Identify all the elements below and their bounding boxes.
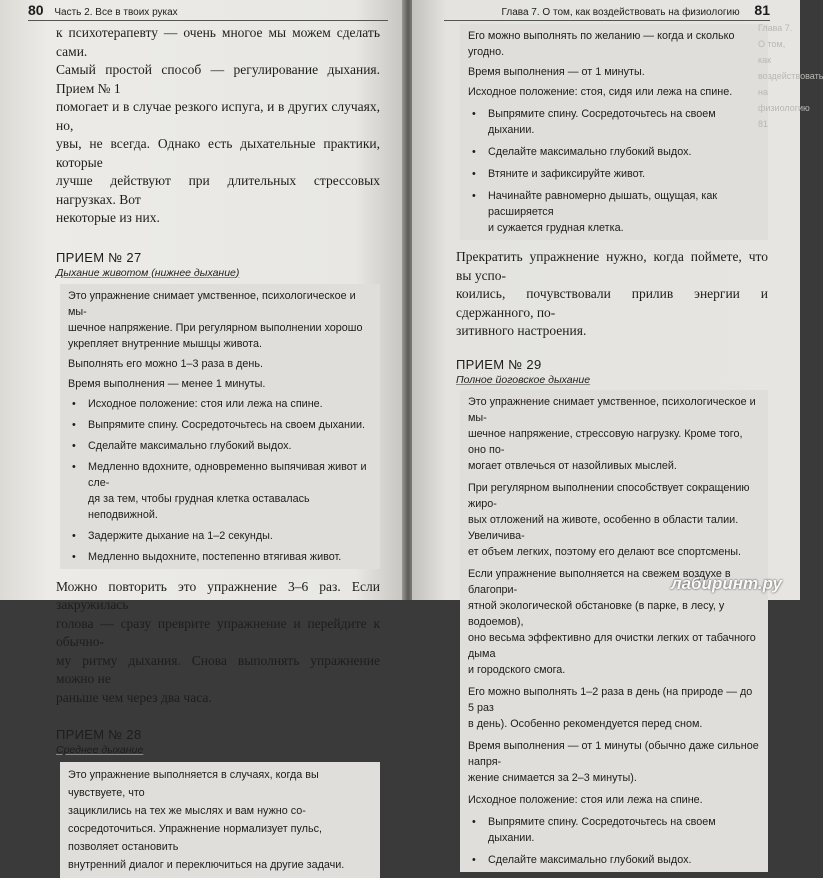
bullet-glyph: • bbox=[72, 439, 76, 452]
text-line: Если упражнение выполняется на свежем воздухе в благопри- bbox=[468, 567, 731, 596]
technique-28-steps bbox=[468, 106, 760, 236]
list-item bbox=[68, 549, 372, 565]
right-page-number: 81 bbox=[754, 2, 770, 18]
technique-29-paragraph bbox=[468, 738, 760, 786]
show-through-text: Глава 7. О том, как воздействовать на физиологию 81 bbox=[758, 23, 823, 129]
list-item bbox=[68, 396, 372, 412]
text-line: к психотерапевту — очень многое мы можем сделать сами. bbox=[56, 25, 380, 59]
technique-28-description bbox=[68, 766, 372, 874]
text-line: сосредоточиться. Упражнение нормализует пульс, позволяет остановить bbox=[68, 823, 323, 853]
technique-29-title: ПРИЕМ № 29 bbox=[456, 356, 542, 372]
bullet-glyph: • bbox=[472, 190, 476, 202]
right-running-head-text: Глава 7. О том, как воздействовать на физиологию bbox=[501, 7, 740, 18]
step-text: Сделайте максимально глубокий выдох. bbox=[488, 853, 692, 866]
left-page-content bbox=[56, 24, 380, 878]
text-line: и городского смога. bbox=[468, 663, 566, 676]
list-item bbox=[68, 459, 372, 523]
technique-27-box bbox=[60, 284, 380, 569]
text-line: голова — сразу преврите упражнение и перейдите к обычно- bbox=[56, 615, 380, 649]
technique-28-box bbox=[60, 762, 380, 878]
bullet-glyph: • bbox=[472, 108, 476, 120]
intro-paragraph bbox=[56, 24, 380, 228]
bullet-glyph: • bbox=[472, 168, 476, 180]
technique-27-duration: Время выполнения — менее 1 минуты. bbox=[68, 377, 266, 390]
list-item bbox=[68, 438, 372, 454]
step-text: Медленно выдохните, постепенно втягивая живот. bbox=[88, 550, 342, 563]
text-line: могает отвлечься от назойливых мыслей. bbox=[468, 459, 677, 472]
bullet-glyph: • bbox=[72, 418, 76, 431]
step-text: Выпрямите спину. Сосредоточьтесь на своем дыхании. bbox=[488, 108, 716, 136]
step-text: Втяните и зафиксируйте живот. bbox=[488, 168, 646, 180]
text-line: вых отложений на животе, особенно в области талии. Увеличива- bbox=[468, 513, 739, 542]
technique-27-outro bbox=[56, 578, 380, 708]
text-line: Можно повторить это упражнение 3–6 раз. Если закружилась bbox=[56, 578, 380, 612]
text-line: оно весьма эффективно для очистки легких от табачного дыма bbox=[468, 631, 756, 660]
technique-29-paragraph bbox=[468, 792, 760, 808]
technique-27-title: ПРИЕМ № 27 bbox=[56, 249, 142, 265]
right-page bbox=[412, 0, 823, 866]
technique-29-box bbox=[460, 390, 768, 872]
text-line: Прекратить упражнение нужно, когда поймете, что вы успо- bbox=[456, 249, 768, 283]
text-line: укрепляет внутренние мышцы живота. bbox=[68, 337, 262, 350]
step-text: Выпрямите спину. Сосредоточьтесь на своем дыхании. bbox=[88, 418, 366, 431]
text-line: зациклились на тех же мыслях и вам нужно со- bbox=[68, 805, 306, 817]
step-text: Начинайте равномерно дышать, ощущая, как расширяется bbox=[488, 190, 718, 218]
bullet-glyph: • bbox=[472, 853, 476, 866]
continuation-frequency: Его можно выполнять по желанию — когда и сколько угодно. bbox=[468, 30, 735, 58]
left-page bbox=[0, 0, 404, 871]
labirint-watermark-logo: лабиринт.ру bbox=[671, 574, 782, 593]
technique-29-subtitle: Полное йоговское дыхание bbox=[456, 373, 591, 386]
list-item bbox=[468, 144, 760, 160]
text-line: Это упражнение снимает умственное, психологическое и мы- bbox=[468, 395, 756, 424]
technique-27-subtitle: Дыхание животом (нижнее дыхание) bbox=[56, 266, 240, 279]
text-line: раньше чем через два часа. bbox=[56, 689, 212, 705]
list-item bbox=[68, 528, 372, 544]
text-line: При регулярном выполнении способствует сокращению жиро- bbox=[468, 481, 750, 510]
technique-29-paragraph bbox=[468, 394, 760, 474]
text-line: шечное напряжение. При регулярном выполнении хорошо bbox=[68, 321, 363, 334]
step-text: и сужается грудная клетка. bbox=[488, 222, 624, 234]
list-item bbox=[468, 188, 760, 236]
text-line: жение снимается за 2–3 минуты). bbox=[468, 771, 637, 784]
text-line: внутренний диалог и переключиться на другие задачи. bbox=[68, 859, 345, 871]
technique-27-description bbox=[68, 288, 372, 352]
left-running-head bbox=[28, 0, 388, 21]
step-text: Выпрямите спину. Сосредоточьтесь на своем дыхании. bbox=[488, 815, 716, 844]
text-line: Это упражнение снимает умственное, психологическое и мы- bbox=[68, 289, 356, 318]
bullet-glyph: • bbox=[472, 146, 476, 158]
bullet-glyph: • bbox=[472, 815, 476, 828]
technique-28-subtitle: Среднее дыхание bbox=[56, 744, 144, 756]
step-text: дя за тем, чтобы грудная клетка оставалась неподвижной. bbox=[88, 492, 310, 521]
bullet-glyph: • bbox=[72, 460, 76, 473]
technique-29-steps bbox=[468, 814, 760, 868]
text-line: увы, не всегда. Однако есть дыхательные практики, которые bbox=[56, 136, 380, 170]
technique-28-title: ПРИЕМ № 28 bbox=[56, 727, 142, 742]
technique-29-paragraph bbox=[468, 480, 760, 560]
bullet-glyph: • bbox=[72, 397, 76, 410]
right-page-content bbox=[456, 24, 768, 872]
text-line: коились, почувствовали прилив энергии и сдержанного, по- bbox=[456, 286, 768, 320]
text-line: Исходное положение: стоя или лежа на спине. bbox=[468, 793, 703, 806]
technique-29-paragraph bbox=[468, 684, 760, 732]
list-item bbox=[468, 814, 760, 846]
list-item bbox=[68, 417, 372, 433]
text-line: му ритму дыхания. Снова выполнять упражнение можно не bbox=[56, 652, 380, 686]
left-page-number: 80 bbox=[28, 2, 44, 18]
technique-27-steps bbox=[68, 396, 372, 565]
step-text: Сделайте максимально глубокий выдох. bbox=[88, 439, 292, 452]
right-running-head bbox=[444, 0, 770, 21]
step-text: Сделайте максимально глубокий выдох. bbox=[488, 146, 692, 158]
step-text: Задержите дыхание на 1–2 секунды. bbox=[88, 529, 273, 542]
step-text: Медленно вдохните, одновременно выпячивая живот и сле- bbox=[88, 460, 367, 489]
text-line: ятной экологической обстановке (в парке, в лесу, у водоемов), bbox=[468, 599, 725, 628]
technique-27-frequency: Выполнять его можно 1–3 раза в день. bbox=[68, 357, 263, 370]
left-running-head-text: Часть 2. Все в твоих руках bbox=[54, 7, 178, 18]
text-line: ет объем легких, поэтому его делают все спортсмены. bbox=[468, 545, 742, 558]
text-line: зитивного настроения. bbox=[456, 323, 587, 338]
text-line: лучше действуют при длительных стрессовых нагрузках. Вот bbox=[56, 173, 380, 207]
text-line: в день). Особенно рекомендуется перед сном. bbox=[468, 717, 703, 730]
list-item bbox=[468, 166, 760, 182]
text-line: шечное напряжение, стрессовую нагрузку. Кроме того, оно по- bbox=[468, 427, 743, 456]
text-line: Время выполнения — от 1 минуты (обычно даже сильное напря- bbox=[468, 739, 759, 768]
continuation-duration: Время выполнения — от 1 минуты. bbox=[468, 66, 645, 78]
text-line: Это упражнение выполняется в случаях, когда вы чувствуете, что bbox=[68, 769, 319, 799]
list-item bbox=[468, 106, 760, 138]
text-line: помогает и в случае резкого испуга, и в других случаях, но, bbox=[56, 99, 380, 133]
list-item bbox=[468, 852, 760, 868]
text-line: Самый простой способ — регулирование дыхания. Прием № 1 bbox=[56, 62, 380, 96]
technique-28-outro bbox=[456, 248, 768, 341]
text-line: Его можно выполнять 1–2 раза в день (на природе — до 5 раз bbox=[468, 685, 753, 714]
step-text: Исходное положение: стоя или лежа на спине. bbox=[88, 397, 323, 410]
text-line: некоторые из них. bbox=[56, 210, 160, 225]
continuation-position: Исходное положение: стоя, сидя или лежа на спине. bbox=[468, 86, 733, 98]
bullet-glyph: • bbox=[72, 529, 76, 542]
bullet-glyph: • bbox=[72, 550, 76, 563]
technique-28-continuation-box bbox=[460, 24, 768, 240]
